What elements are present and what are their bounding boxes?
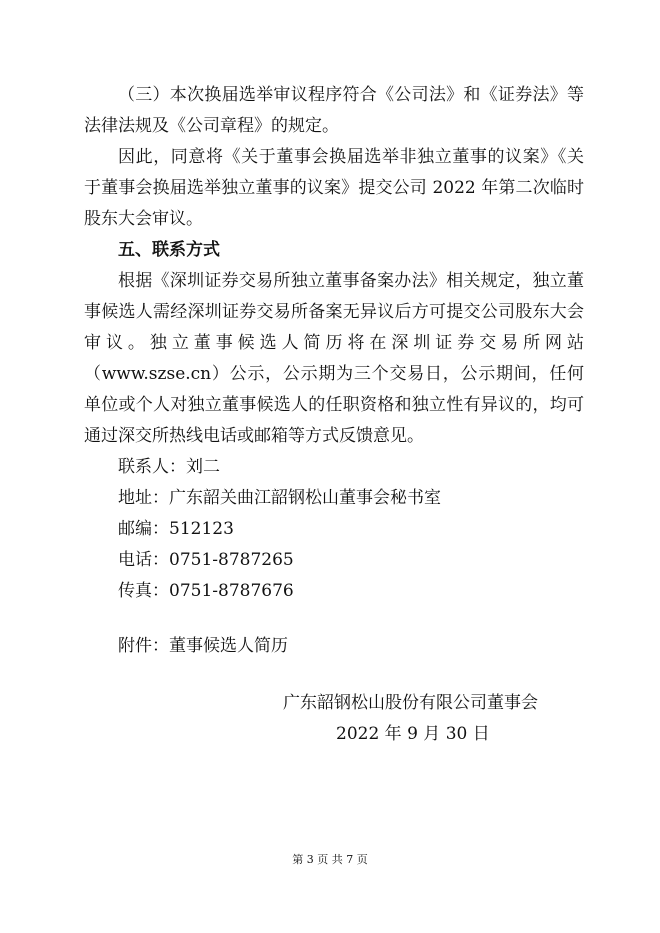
- paragraph-independent-director-filing: 根据《深圳证券交易所独立董事备案办法》相关规定，独立董事候选人需经深圳证券交易所备案无异议后方可提交公司股东大会审议。独立董事候选人简历将在深圳证券交易所网站（www.szse.cn）公示，公示期为三个交易日，公示期间，任何单位或个人对独立董事候选人的任职资格和独立性有异议的，均可通过深交所热线电话或邮箱等方式反馈意见。: [84, 271, 584, 446]
- contact-person: 联系人：刘二: [118, 457, 220, 477]
- contact-fax: 传真：0751-8787676: [118, 581, 294, 601]
- signature-company: 广东韶钢松山股份有限公司董事会: [283, 693, 538, 713]
- section-heading-contact: 五、联系方式: [118, 240, 220, 260]
- body-text: [84, 80, 584, 662]
- spacer: [84, 607, 584, 631]
- contact-postcode: 邮编：512123: [118, 519, 234, 539]
- signature-date: 2022 年 9 月 30 日: [336, 724, 490, 744]
- paragraph-submission: 因此，同意将《关于董事会换届选举非独立董事的议案》《关于董事会换届选举独立董事的议案》提交公司 2022 年第二次临时股东大会审议。: [84, 147, 584, 229]
- page-footer: 第 3 页 共 7 页: [292, 853, 368, 866]
- contact-phone: 电话：0751-8787265: [118, 550, 294, 570]
- paragraph-procedure: （三）本次换届选举审议程序符合《公司法》和《证券法》等法律法规及《公司章程》的规定。: [84, 85, 584, 136]
- attachment-line: 附件：董事候选人简历: [118, 636, 288, 656]
- contact-address: 地址：广东韶关曲江韶钢松山董事会秘书室: [118, 488, 441, 508]
